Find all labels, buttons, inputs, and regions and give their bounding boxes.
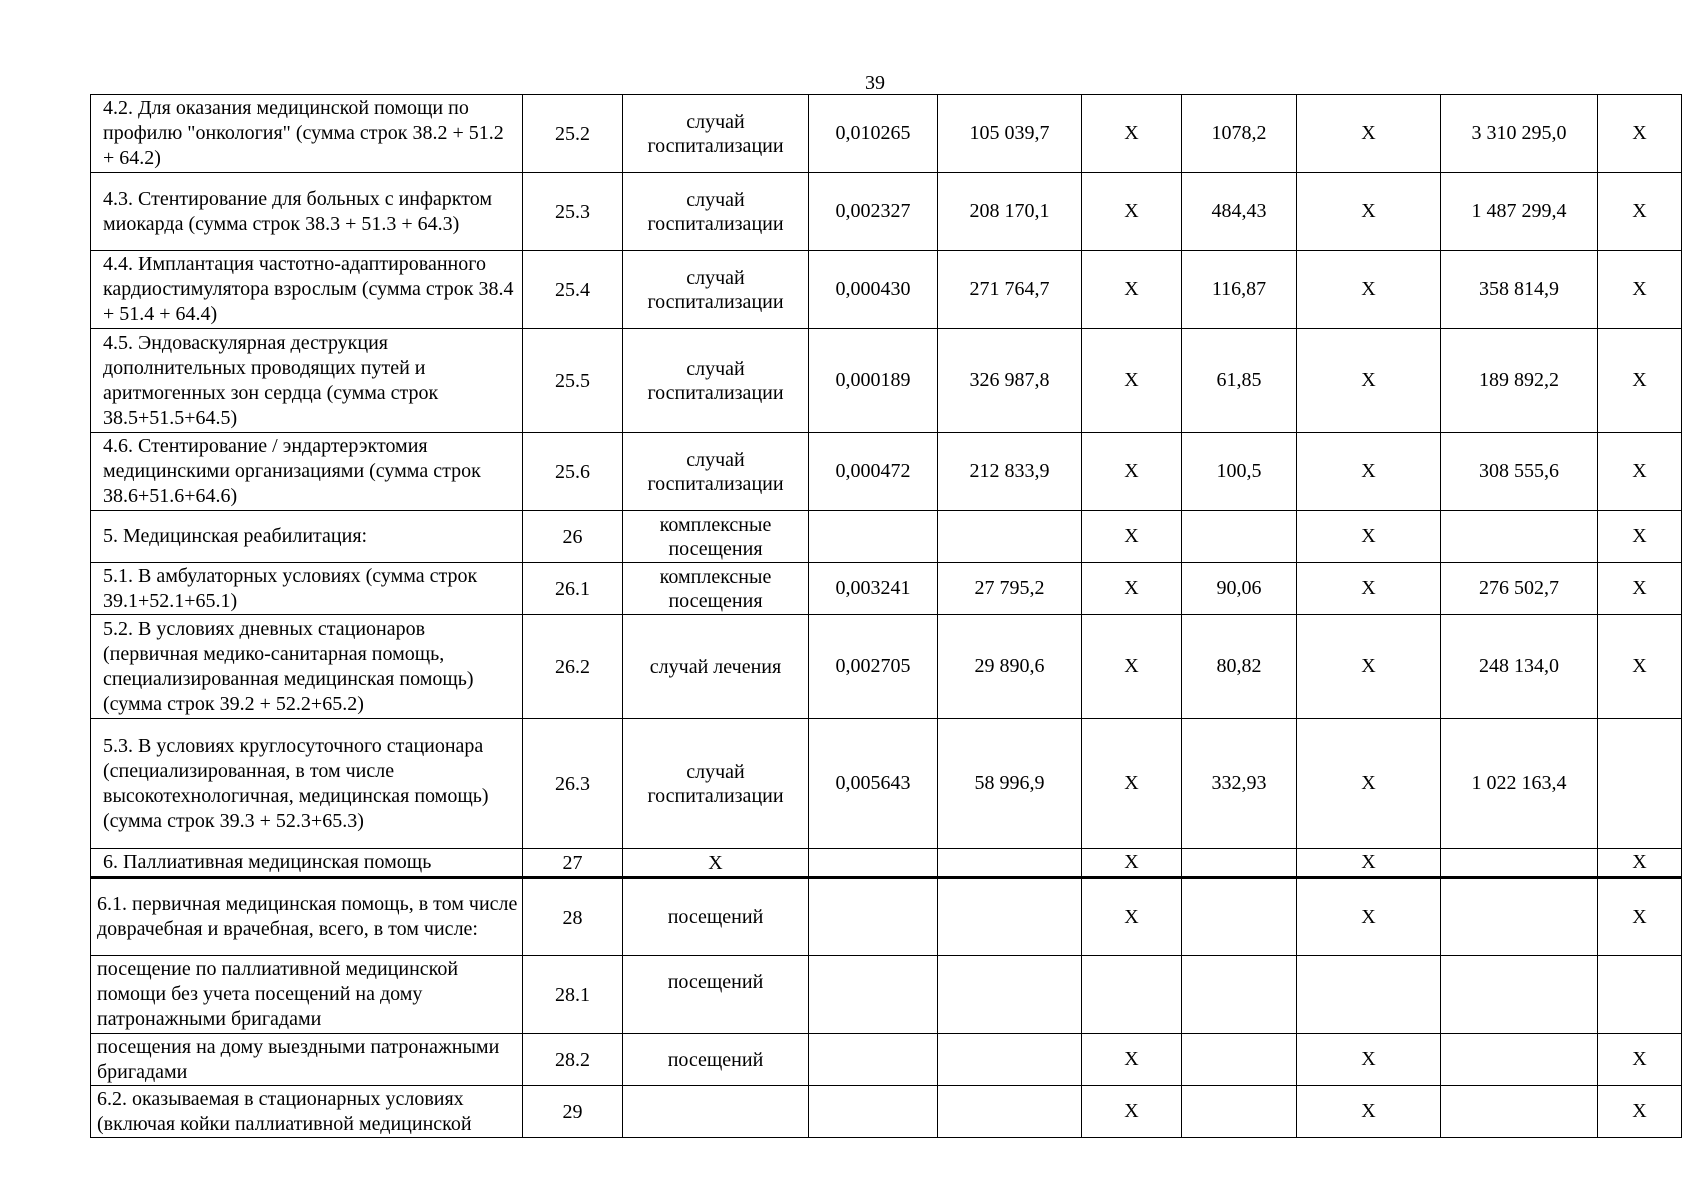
unit-cell: посещений xyxy=(623,956,809,1034)
x-cell-1: X xyxy=(1082,849,1182,878)
rate-cell xyxy=(809,1034,938,1086)
table-row xyxy=(91,878,1682,956)
unit-cell: комплексные посещения xyxy=(623,563,809,615)
row-code-cell: 28.2 xyxy=(523,1034,623,1086)
x-cell-1: X xyxy=(1082,173,1182,251)
table-row xyxy=(91,95,1682,173)
total-cell: 1 487 299,4 xyxy=(1441,173,1598,251)
rate-cell xyxy=(809,956,938,1034)
row-name-cell: 5.1. В амбулаторных условиях (сумма строк 39.1+52.1+65.1) xyxy=(91,563,523,615)
row-code-cell: 25.4 xyxy=(523,251,623,329)
total-cell: 308 555,6 xyxy=(1441,433,1598,511)
data-table xyxy=(90,94,1682,1138)
x-cell-1: X xyxy=(1082,563,1182,615)
x-cell-3: X xyxy=(1598,1086,1682,1138)
per-capita-cell xyxy=(1182,878,1297,956)
cost-cell: 58 996,9 xyxy=(938,719,1082,849)
x-cell-2: X xyxy=(1297,849,1441,878)
total-cell xyxy=(1441,956,1598,1034)
table-row xyxy=(91,615,1682,719)
rate-cell: 0,002705 xyxy=(809,615,938,719)
rate-cell: 0,000472 xyxy=(809,433,938,511)
x-cell-1: X xyxy=(1082,615,1182,719)
row-name-cell: 4.6. Стентирование / эндартерэктомия медицинскими организациями (сумма строк 38.6+51.6+64.6) xyxy=(91,433,523,511)
total-cell: 248 134,0 xyxy=(1441,615,1598,719)
total-cell: 189 892,2 xyxy=(1441,329,1598,433)
x-cell-3: X xyxy=(1598,849,1682,878)
cost-cell xyxy=(938,1034,1082,1086)
row-code-cell: 25.5 xyxy=(523,329,623,433)
x-cell-2: X xyxy=(1297,511,1441,563)
rate-cell: 0,000430 xyxy=(809,251,938,329)
per-capita-cell: 61,85 xyxy=(1182,329,1297,433)
x-cell-1: X xyxy=(1082,1086,1182,1138)
cost-cell: 208 170,1 xyxy=(938,173,1082,251)
rate-cell: 0,002327 xyxy=(809,173,938,251)
row-code-cell: 25.2 xyxy=(523,95,623,173)
row-code-cell: 28.1 xyxy=(523,956,623,1034)
row-code-cell: 26.1 xyxy=(523,563,623,615)
x-cell-3: X xyxy=(1598,615,1682,719)
x-cell-3: X xyxy=(1598,563,1682,615)
row-name-cell: 4.4. Имплантация частотно-адаптированного кардиостимулятора взрослым (сумма строк 38.4 + 51.4 + 64.4) xyxy=(91,251,523,329)
x-cell-2: X xyxy=(1297,1086,1441,1138)
x-cell-3: X xyxy=(1598,329,1682,433)
unit-cell: случай госпитализации xyxy=(623,251,809,329)
total-cell xyxy=(1441,1034,1598,1086)
x-cell-2: X xyxy=(1297,615,1441,719)
row-name-cell: 6.2. оказываемая в стационарных условиях (включая койки паллиативной медицинской xyxy=(91,1086,523,1138)
unit-cell: X xyxy=(623,849,809,878)
total-cell xyxy=(1441,511,1598,563)
row-code-cell: 27 xyxy=(523,849,623,878)
per-capita-cell xyxy=(1182,956,1297,1034)
row-name-cell: 5.2. В условиях дневных стационаров (первичная медико-санитарная помощь, специализированная медицинская помощь) (сумма строк 39.2 + 52.2+65.2) xyxy=(91,615,523,719)
per-capita-cell: 80,82 xyxy=(1182,615,1297,719)
x-cell-3: X xyxy=(1598,95,1682,173)
rate-cell: 0,000189 xyxy=(809,329,938,433)
cost-cell xyxy=(938,878,1082,956)
x-cell-2: X xyxy=(1297,563,1441,615)
row-name-cell: 5. Медицинская реабилитация: xyxy=(91,511,523,563)
row-name-cell: 6.1. первичная медицинская помощь, в том числе доврачебная и врачебная, всего, в том числе: xyxy=(91,878,523,956)
unit-cell: случай госпитализации xyxy=(623,719,809,849)
cost-cell xyxy=(938,956,1082,1034)
x-cell-1: X xyxy=(1082,878,1182,956)
table-row xyxy=(91,956,1682,1034)
x-cell-2: X xyxy=(1297,173,1441,251)
row-code-cell: 25.6 xyxy=(523,433,623,511)
x-cell-1: X xyxy=(1082,251,1182,329)
row-name-cell: 4.2. Для оказания медицинской помощи по профилю "онкология" (сумма строк 38.2 + 51.2 + 64.2) xyxy=(91,95,523,173)
rate-cell xyxy=(809,849,938,878)
page-number: 39 xyxy=(865,72,885,94)
per-capita-cell: 116,87 xyxy=(1182,251,1297,329)
row-code-cell: 26.2 xyxy=(523,615,623,719)
row-code-cell: 25.3 xyxy=(523,173,623,251)
cost-cell: 271 764,7 xyxy=(938,251,1082,329)
table-row xyxy=(91,849,1682,878)
x-cell-2: X xyxy=(1297,1034,1441,1086)
rate-cell: 0,010265 xyxy=(809,95,938,173)
unit-cell xyxy=(623,1086,809,1138)
x-cell-1 xyxy=(1082,956,1182,1034)
x-cell-2: X xyxy=(1297,719,1441,849)
x-cell-2: X xyxy=(1297,329,1441,433)
rate-cell: 0,005643 xyxy=(809,719,938,849)
x-cell-2: X xyxy=(1297,433,1441,511)
unit-cell: случай лечения xyxy=(623,615,809,719)
unit-cell: случай госпитализации xyxy=(623,95,809,173)
table-row xyxy=(91,251,1682,329)
unit-cell: случай госпитализации xyxy=(623,173,809,251)
row-code-cell: 28 xyxy=(523,878,623,956)
cost-cell xyxy=(938,1086,1082,1138)
total-cell: 1 022 163,4 xyxy=(1441,719,1598,849)
x-cell-3: X xyxy=(1598,511,1682,563)
row-name-cell: посещения на дому выездными патронажными бригадами xyxy=(91,1034,523,1086)
x-cell-1: X xyxy=(1082,511,1182,563)
unit-cell: посещений xyxy=(623,878,809,956)
rate-cell: 0,003241 xyxy=(809,563,938,615)
cost-cell xyxy=(938,849,1082,878)
per-capita-cell: 90,06 xyxy=(1182,563,1297,615)
total-cell xyxy=(1441,849,1598,878)
x-cell-2 xyxy=(1297,956,1441,1034)
x-cell-3 xyxy=(1598,719,1682,849)
table-row xyxy=(91,1034,1682,1086)
x-cell-2: X xyxy=(1297,251,1441,329)
per-capita-cell xyxy=(1182,511,1297,563)
cost-cell: 27 795,2 xyxy=(938,563,1082,615)
row-code-cell: 29 xyxy=(523,1086,623,1138)
row-name-cell: 4.3. Стентирование для больных с инфарктом миокарда (сумма строк 38.3 + 51.3 + 64.3) xyxy=(91,173,523,251)
per-capita-cell: 100,5 xyxy=(1182,433,1297,511)
x-cell-1: X xyxy=(1082,1034,1182,1086)
total-cell xyxy=(1441,878,1598,956)
unit-cell: посещений xyxy=(623,1034,809,1086)
row-name-cell: 5.3. В условиях круглосуточного стационара (специализированная, в том числе высокотехнологичная, медицинская помощь) (сумма строк 39.3 + 52.3+65.3) xyxy=(91,719,523,849)
total-cell: 358 814,9 xyxy=(1441,251,1598,329)
unit-cell: случай госпитализации xyxy=(623,329,809,433)
cost-cell xyxy=(938,511,1082,563)
x-cell-3: X xyxy=(1598,878,1682,956)
rate-cell xyxy=(809,878,938,956)
x-cell-3: X xyxy=(1598,173,1682,251)
table-row xyxy=(91,563,1682,615)
table-row xyxy=(91,719,1682,849)
x-cell-3: X xyxy=(1598,433,1682,511)
x-cell-3: X xyxy=(1598,1034,1682,1086)
per-capita-cell xyxy=(1182,849,1297,878)
per-capita-cell xyxy=(1182,1034,1297,1086)
table-row xyxy=(91,173,1682,251)
x-cell-2: X xyxy=(1297,878,1441,956)
table-row xyxy=(91,511,1682,563)
row-name-cell: посещение по паллиативной медицинской помощи без учета посещений на дому патронажными бригадами xyxy=(91,956,523,1034)
per-capita-cell: 1078,2 xyxy=(1182,95,1297,173)
rate-cell xyxy=(809,1086,938,1138)
x-cell-3 xyxy=(1598,956,1682,1034)
rate-cell xyxy=(809,511,938,563)
total-cell xyxy=(1441,1086,1598,1138)
row-code-cell: 26.3 xyxy=(523,719,623,849)
table-row xyxy=(91,1086,1682,1138)
cost-cell: 212 833,9 xyxy=(938,433,1082,511)
per-capita-cell: 484,43 xyxy=(1182,173,1297,251)
unit-cell: комплексные посещения xyxy=(623,511,809,563)
cost-cell: 105 039,7 xyxy=(938,95,1082,173)
x-cell-1: X xyxy=(1082,433,1182,511)
table-body xyxy=(91,95,1682,1138)
row-name-cell: 6. Паллиативная медицинская помощь xyxy=(91,849,523,878)
per-capita-cell xyxy=(1182,1086,1297,1138)
unit-cell: случай госпитализации xyxy=(623,433,809,511)
total-cell: 276 502,7 xyxy=(1441,563,1598,615)
x-cell-1: X xyxy=(1082,95,1182,173)
x-cell-2: X xyxy=(1297,95,1441,173)
x-cell-1: X xyxy=(1082,329,1182,433)
row-name-cell: 4.5. Эндоваскулярная деструкция дополнительных проводящих путей и аритмогенных зон сердца (сумма строк 38.5+51.5+64.5) xyxy=(91,329,523,433)
row-code-cell: 26 xyxy=(523,511,623,563)
table-row xyxy=(91,329,1682,433)
x-cell-3: X xyxy=(1598,251,1682,329)
per-capita-cell: 332,93 xyxy=(1182,719,1297,849)
cost-cell: 29 890,6 xyxy=(938,615,1082,719)
total-cell: 3 310 295,0 xyxy=(1441,95,1598,173)
table-row xyxy=(91,433,1682,511)
x-cell-1: X xyxy=(1082,719,1182,849)
cost-cell: 326 987,8 xyxy=(938,329,1082,433)
